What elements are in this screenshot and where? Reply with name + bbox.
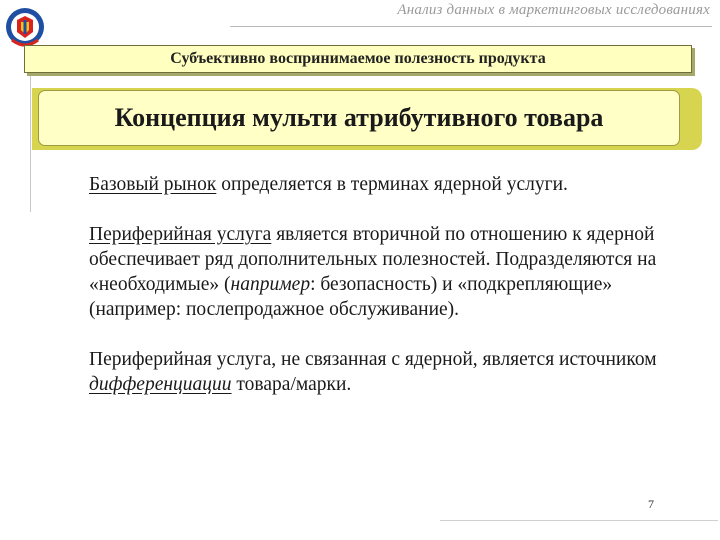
italic-text: например xyxy=(230,274,311,295)
paragraph-text: является вторичной по отношению к ядерной обеспечивает ряд дополнительных полезностей. Подразделяются на «необходимые» ( xyxy=(89,224,657,295)
paragraph-differentiation xyxy=(89,347,689,397)
paragraph-text: товара/марки. xyxy=(231,374,352,395)
title-box xyxy=(38,90,680,146)
paragraph-text: : безопасность) и «подкрепляющие» (например: послепродажное обслуживание). xyxy=(89,274,613,320)
subtitle-text: Субъективно воспринимаемое полезность продукта xyxy=(170,50,546,67)
header-divider xyxy=(230,26,712,27)
paragraph-peripheral-service xyxy=(89,222,689,322)
footer-divider xyxy=(440,520,718,521)
term-differentiation: дифференциации xyxy=(89,374,232,395)
subtitle-bar xyxy=(24,45,692,73)
term-peripheral-service: Периферийная услуга xyxy=(89,224,272,245)
slide-title: Концепция мульти атрибутивного товара xyxy=(114,103,604,132)
term-base-market: Базовый рынок xyxy=(89,174,217,195)
paragraph-base-market xyxy=(89,172,689,197)
paragraph-text: Периферийная услуга, не связанная с ядерной, является источником xyxy=(89,349,657,370)
left-rule xyxy=(30,52,31,212)
slide-content xyxy=(89,172,689,397)
page-number: 7 xyxy=(648,497,654,511)
paragraph-text: определяется в терминах ядерной услуги. xyxy=(216,174,568,195)
header-title: Анализ данных в маркетинговых исследованиях xyxy=(397,2,710,18)
